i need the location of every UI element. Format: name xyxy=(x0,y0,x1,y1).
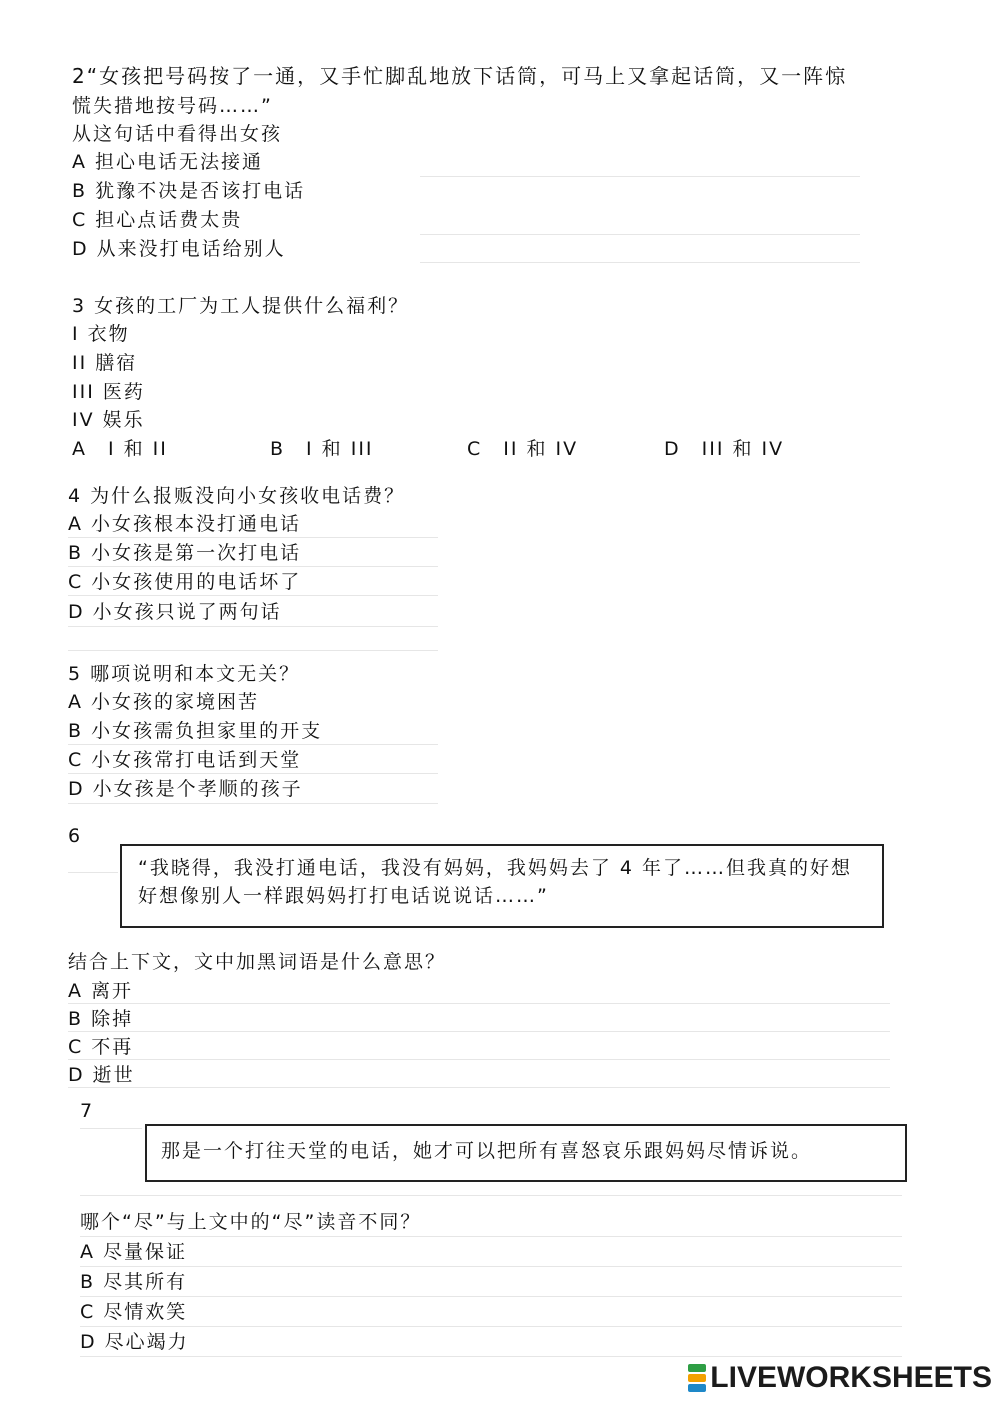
q7-option-c[interactable]: C 尽情欢笑 xyxy=(80,1301,188,1323)
q5-stem: 5 哪项说明和本文无关？ xyxy=(68,663,301,685)
q2-option-c[interactable]: C 担心点话费太贵 xyxy=(72,209,243,231)
q4-option-c[interactable]: C 小女孩使用的电话坏了 xyxy=(68,571,302,593)
q3-item-2: II 膳宿 xyxy=(72,352,138,374)
q2-option-a[interactable]: A 担心电话无法接通 xyxy=(72,151,264,173)
q4-option-d[interactable]: D 小女孩只说了两句话 xyxy=(68,601,282,623)
divider xyxy=(80,1128,142,1129)
q3-choice-d[interactable]: D III 和 IV xyxy=(664,438,785,460)
q6-option-d[interactable]: D 逝世 xyxy=(68,1064,135,1086)
q5-option-b[interactable]: B 小女孩需负担家里的开支 xyxy=(68,720,323,742)
q2-stem-line1: 2“女孩把号码按了一通，又手忙脚乱地放下话筒，可马上又拿起话筒，又一阵惊 xyxy=(72,64,848,88)
logo-bar-blue xyxy=(688,1384,706,1392)
divider xyxy=(80,1195,902,1196)
divider xyxy=(68,537,438,538)
q3-item-3: III 医药 xyxy=(72,381,145,403)
divider xyxy=(68,650,438,651)
q5-option-a[interactable]: A 小女孩的家境困苦 xyxy=(68,691,260,713)
q4-option-a[interactable]: A 小女孩根本没打通电话 xyxy=(68,513,302,535)
divider xyxy=(68,803,438,804)
q6-number: 6 xyxy=(68,825,83,847)
divider xyxy=(68,1087,890,1088)
q3-choice-c[interactable]: C II 和 IV xyxy=(467,438,579,460)
logo-bar-orange xyxy=(688,1374,706,1382)
logo-bar-green xyxy=(688,1364,706,1372)
q6-quote-line2: 好想像别人一样跟妈妈打打电话说说话……” xyxy=(138,885,549,907)
divider xyxy=(420,234,860,235)
q7-option-b[interactable]: B 尽其所有 xyxy=(80,1271,188,1293)
q7-quote-box xyxy=(145,1124,907,1182)
divider xyxy=(420,262,860,263)
liveworksheets-logo[interactable] xyxy=(688,1361,992,1395)
q5-option-d[interactable]: D 小女孩是个孝顺的孩子 xyxy=(68,778,303,800)
divider xyxy=(68,1031,890,1032)
q7-stem: 哪个“尽”与上文中的“尽”读音不同？ xyxy=(80,1211,422,1233)
liveworksheets-mark-icon xyxy=(688,1364,706,1392)
divider xyxy=(68,872,118,873)
divider xyxy=(68,595,438,596)
q6-stem: 结合上下文，文中加黑词语是什么意思？ xyxy=(68,951,447,973)
divider xyxy=(68,626,438,627)
divider xyxy=(68,773,438,774)
q7-quote: 那是一个打往天堂的电话，她才可以把所有喜怒哀乐跟妈妈尽情诉说。 xyxy=(161,1140,813,1162)
q6-quote-line1: “我晓得，我没打通电话，我没有妈妈，我妈妈去了 4 年了……但我真的好想 xyxy=(138,857,853,879)
q3-choice-a[interactable]: A I 和 II xyxy=(72,438,168,460)
divider xyxy=(68,566,438,567)
q3-item-1: I 衣物 xyxy=(72,323,130,345)
divider xyxy=(80,1326,902,1327)
divider xyxy=(68,1003,890,1004)
q3-stem: 3 女孩的工厂为工人提供什么福利？ xyxy=(72,295,410,317)
divider xyxy=(80,1296,902,1297)
q7-option-a[interactable]: A 尽量保证 xyxy=(80,1241,188,1263)
q6-option-a[interactable]: A 离开 xyxy=(68,980,134,1002)
divider xyxy=(80,1236,902,1237)
q4-option-b[interactable]: B 小女孩是第一次打电话 xyxy=(68,542,302,564)
q7-option-d[interactable]: D 尽心竭力 xyxy=(80,1331,189,1353)
divider xyxy=(68,1059,890,1060)
brand-name: LIVEWORKSHEETS xyxy=(710,1361,992,1394)
q3-item-4: IV 娱乐 xyxy=(72,409,145,431)
q2-option-b[interactable]: B 犹豫不决是否该打电话 xyxy=(72,180,306,202)
q2-option-d[interactable]: D 从来没打电话给别人 xyxy=(72,238,286,260)
q2-stem-line3: 从这句话中看得出女孩 xyxy=(72,123,283,145)
divider xyxy=(68,744,438,745)
divider xyxy=(80,1356,902,1357)
q6-quote-box xyxy=(120,844,884,928)
q5-option-c[interactable]: C 小女孩常打电话到天堂 xyxy=(68,749,302,771)
q3-choice-b[interactable]: B I 和 III xyxy=(270,438,374,460)
q7-number: 7 xyxy=(80,1100,95,1122)
divider xyxy=(420,176,860,177)
divider xyxy=(80,1266,902,1267)
q2-stem-line2: 慌失措地按号码……” xyxy=(72,95,273,117)
q6-option-b[interactable]: B 除掉 xyxy=(68,1008,134,1030)
q6-option-c[interactable]: C 不再 xyxy=(68,1036,134,1058)
q4-stem: 4 为什么报贩没向小女孩收电话费？ xyxy=(68,485,406,507)
